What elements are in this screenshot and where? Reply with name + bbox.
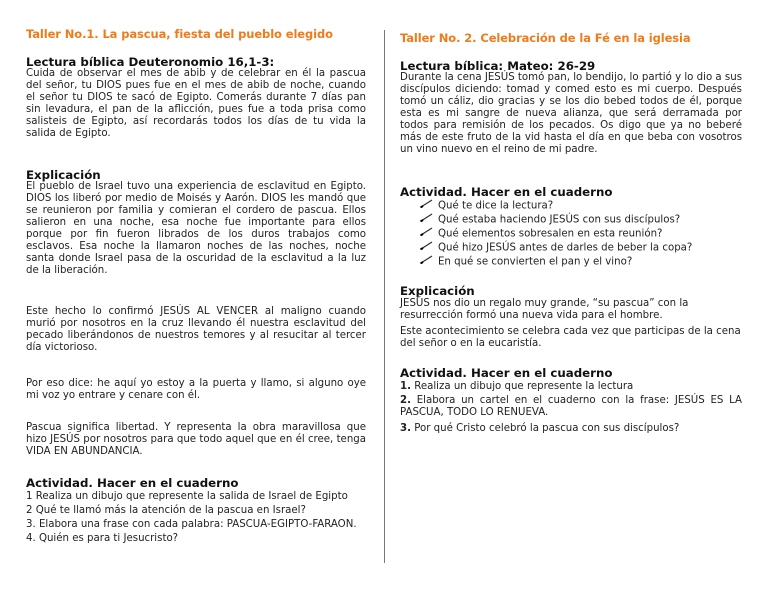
item-number: 1. [400, 381, 411, 392]
question-text: Qué estaba haciendo JESÚS con sus discípulos? [438, 214, 681, 226]
item-text: Elabora un cartel en el cuaderno con la frase: JESÚS ES LA PASCUA, TODO LO RENUEVA. [400, 395, 742, 418]
column-divider [384, 30, 385, 563]
pencil-icon [420, 213, 434, 226]
question-item [420, 255, 632, 269]
left-explanation-p4: Pascua significa libertad. Y representa la obra maravillosa que hizo JESÚS por nosotros para que todo aquel que en él cree, tenga VIDA EN ABUNDANCIA. [26, 422, 366, 457]
right-reading-heading: Lectura bíblica: Mateo: 26-29 [400, 59, 596, 73]
pencil-icon [420, 199, 434, 212]
question-item [420, 241, 692, 255]
right-activity2-item [400, 395, 742, 419]
left-activity-heading: Actividad. Hacer en el cuaderno [26, 476, 239, 490]
right-explanation-heading: Explicación [400, 284, 475, 298]
left-explanation-p1: El pueblo de Israel tuvo una experiencia de esclavitud en Egipto. DIOS los liberó por medio de Moisés y Aarón. DIOS les mandó que se reunieron por familia y comieran el cordero de pascua. Ellos salieron en una noche, esa noche fue importante para ellos porque por fin fueron librados de los duros trabajos como esclavos. Esa noche la llamaron noches de las noches, noche santa donde Israel pasa de la oscuridad de la esclavitud a la luz de la liberación. [26, 181, 366, 276]
left-activity-2: 2 Qué te llamó más la atención de la pascua en Israel? [26, 505, 306, 516]
left-activity-4: 4. Quién es para ti Jesucristo? [26, 533, 179, 544]
left-activity-3: 3. Elabora una frase con cada palabra: PASCUA-EGIPTO-FARAON. [26, 519, 357, 530]
item-text: Realiza un dibujo que represente la lectura [414, 381, 634, 392]
item-number: 2. [400, 395, 411, 406]
left-explanation-p3: Por eso dice: he aquí yo estoy a la puerta y llamo, si alguno oye mi voz yo entrare y cenare con él. [26, 378, 366, 401]
item-number: 3. [400, 423, 411, 434]
question-item [420, 213, 680, 227]
pencil-icon [420, 241, 434, 254]
right-title: Taller No. 2. Celebración de la Fé en la iglesia [400, 31, 691, 45]
pencil-icon [420, 255, 434, 268]
right-reading-text: Durante la cena JESÚS tomó pan, lo bendijo, lo partió y lo dio a sus discípulos diciendo: tomad y comed esto es mi cuerpo. Después tomó un cáliz, dio gracias y se los dio bebed todos de él, porque esta es mi sangre de nueva alianza, que será derramada por todos para remisión de los pecados. Os digo que ya no beberé más de este fruto de la vid hasta el día en que beba con vosotros un vino nuevo en el reino de mi padre. [400, 72, 742, 155]
question-text: En qué se convierten el pan y el vino? [438, 256, 633, 268]
left-reading-text: Cuida de observar el mes de abib y de celebrar en él la pascua del señor, tu DIOS pues fue en el mes de abib de noche, cuando el señor tu DIOS te sacó de Egipto. Comerás durante 7 días pan sin levadura, el pan de la aflicción, pues fue a toda prisa como salisteis de Egipto, así recordarás todos los días de tu vida la salida de Egipto. [26, 68, 366, 139]
item-text: Por qué Cristo celebró la pascua con sus discípulos? [414, 423, 680, 434]
question-item [420, 227, 662, 241]
left-reading-heading: Lectura bíblica Deuteronomio 16,1-3: [26, 55, 275, 69]
question-item [420, 199, 553, 213]
question-text: Qué te dice la lectura? [438, 200, 554, 212]
right-explanation-text: JESÚS nos dio un regalo muy grande, “su pascua” con la resurrección formó una nueva vida para el hombre. [400, 298, 689, 321]
left-activity-1: 1 Realiza un dibujo que represente la salida de Israel de Egipto [26, 491, 348, 502]
left-explanation-p2: Este hecho lo confirmó JESÚS AL VENCER al maligno cuando murió por nosotros en la cruz llevando él nuestra esclavitud del pecado liberándonos de nuestros temores y al resucitar al tercer día victorioso. [26, 306, 366, 353]
left-title: Taller No.1. La pascua, fiesta del pueblo elegido [26, 27, 333, 41]
right-activity2-heading: Actividad. Hacer en el cuaderno [400, 366, 613, 380]
right-explanation-text2: Este acontecimiento se celebra cada vez que participas de la cena del señor o en la eucaristía. [400, 326, 741, 349]
right-activity1-heading: Actividad. Hacer en el cuaderno [400, 185, 613, 199]
right-activity2-item [400, 423, 742, 435]
question-text: Qué elementos sobresalen en esta reunión? [438, 228, 663, 240]
pencil-icon [420, 227, 434, 240]
right-activity2-item [400, 381, 742, 393]
left-explanation-heading: Explicación [26, 168, 101, 182]
question-text: Qué hizo JESÚS antes de darles de beber la copa? [438, 242, 693, 254]
